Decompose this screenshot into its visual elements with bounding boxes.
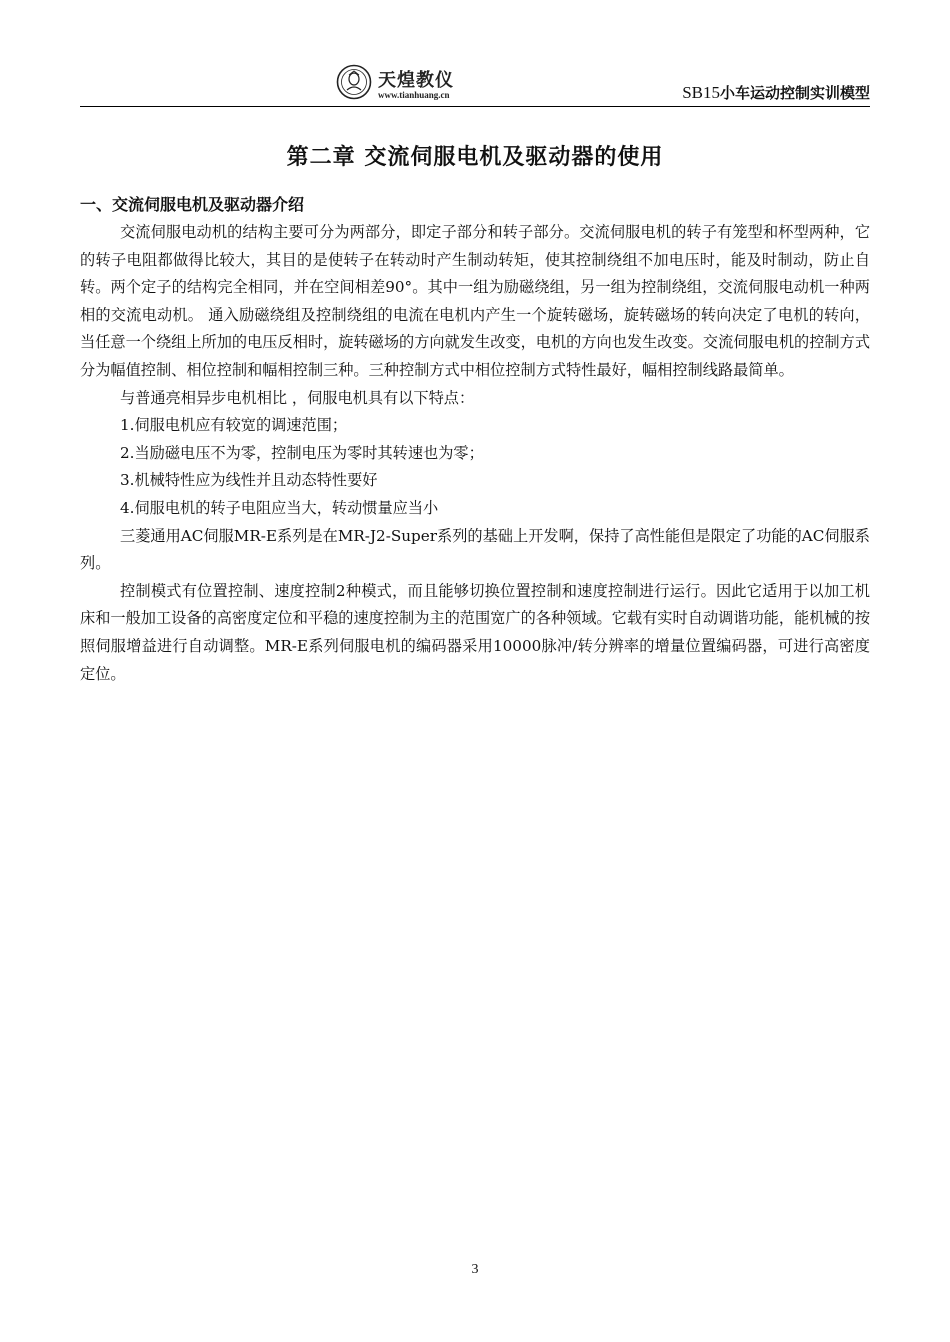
logo-name: 天煌教仪	[378, 70, 454, 91]
feature-list-item: 3.机械特性应为线性并且动态特性要好	[120, 471, 378, 490]
company-logo	[336, 62, 486, 106]
chapter-title: 第二章 交流伺服电机及驱动器的使用	[286, 145, 664, 170]
page-number: 3	[471, 1262, 479, 1277]
feature-list-item: 4.伺服电机的转子电阻应当大，转动惯量应当小	[120, 498, 439, 517]
logo-url: www.tianhuang.cn	[378, 90, 450, 100]
logo-emblem-icon	[336, 64, 372, 100]
section-heading: 一、交流伺服电机及驱动器介绍	[80, 195, 305, 214]
feature-list-item: 1.伺服电机应有较宽的调速范围；	[120, 416, 348, 435]
mr-e-series-paragraph: 三菱通用AC伺服MR-E系列是在MR-J2-Super系列的基础上开发啊，保持了高性能但是限定了功能的AC伺服系列。	[80, 526, 870, 573]
body-text	[80, 219, 870, 688]
control-mode-paragraph: 控制模式有位置控制、速度控制2种模式，而且能够切换位置控制和速度控制进行运行。因此它适用于以加工机床和一般加工设备的高密度定位和平稳的速度控制为主的范围宽广的各种领域。它载有实时自动调谐功能，能机械的按照伺服增益进行自动调整。MR-E系列伺服电机的编码器采用10000脉冲/转分辨率的增量位置编码器，可进行高密度定位。	[80, 581, 870, 683]
header-divider	[80, 106, 870, 107]
intro-paragraph: 交流伺服电动机的结构主要可分为两部分，即定子部分和转子部分。交流伺服电机的转子有笼型和杯型两种，它的转子电阻都做得比较大，其目的是使转子在转动时产生制动转矩，使其控制绕组不加电压时，能及时制动，防止自转。两个定子的结构完全相同，并在空间相差90°。其中一组为励磁绕组，另一组为控制绕组，交流伺服电动机一种两相的交流电动机。 通入励磁绕组及控制绕组的电流在电机内产生一个旋转磁场，旋转磁场的转向决定了电机的转向，当任意一个绕组上所加的电压反相时，旋转磁场的方向就发生改变，电机的方向也发生改变。交流伺服电机的控制方式分为幅值控制、相位控制和幅相控制三种。三种控制方式中相位控制方式特性最好，幅相控制线路最简单。	[80, 223, 870, 379]
page-header	[80, 58, 870, 106]
feature-list-item: 2.当励磁电压不为零，控制电压为零时其转速也为零；	[120, 443, 484, 462]
features-lead-paragraph: 与普通亮相异步电机相比 ，伺服电机具有以下特点：	[120, 388, 475, 407]
document-name: 小车运动控制实训模型	[719, 84, 870, 102]
document-code: SB15	[682, 83, 720, 102]
document-title	[682, 82, 870, 103]
